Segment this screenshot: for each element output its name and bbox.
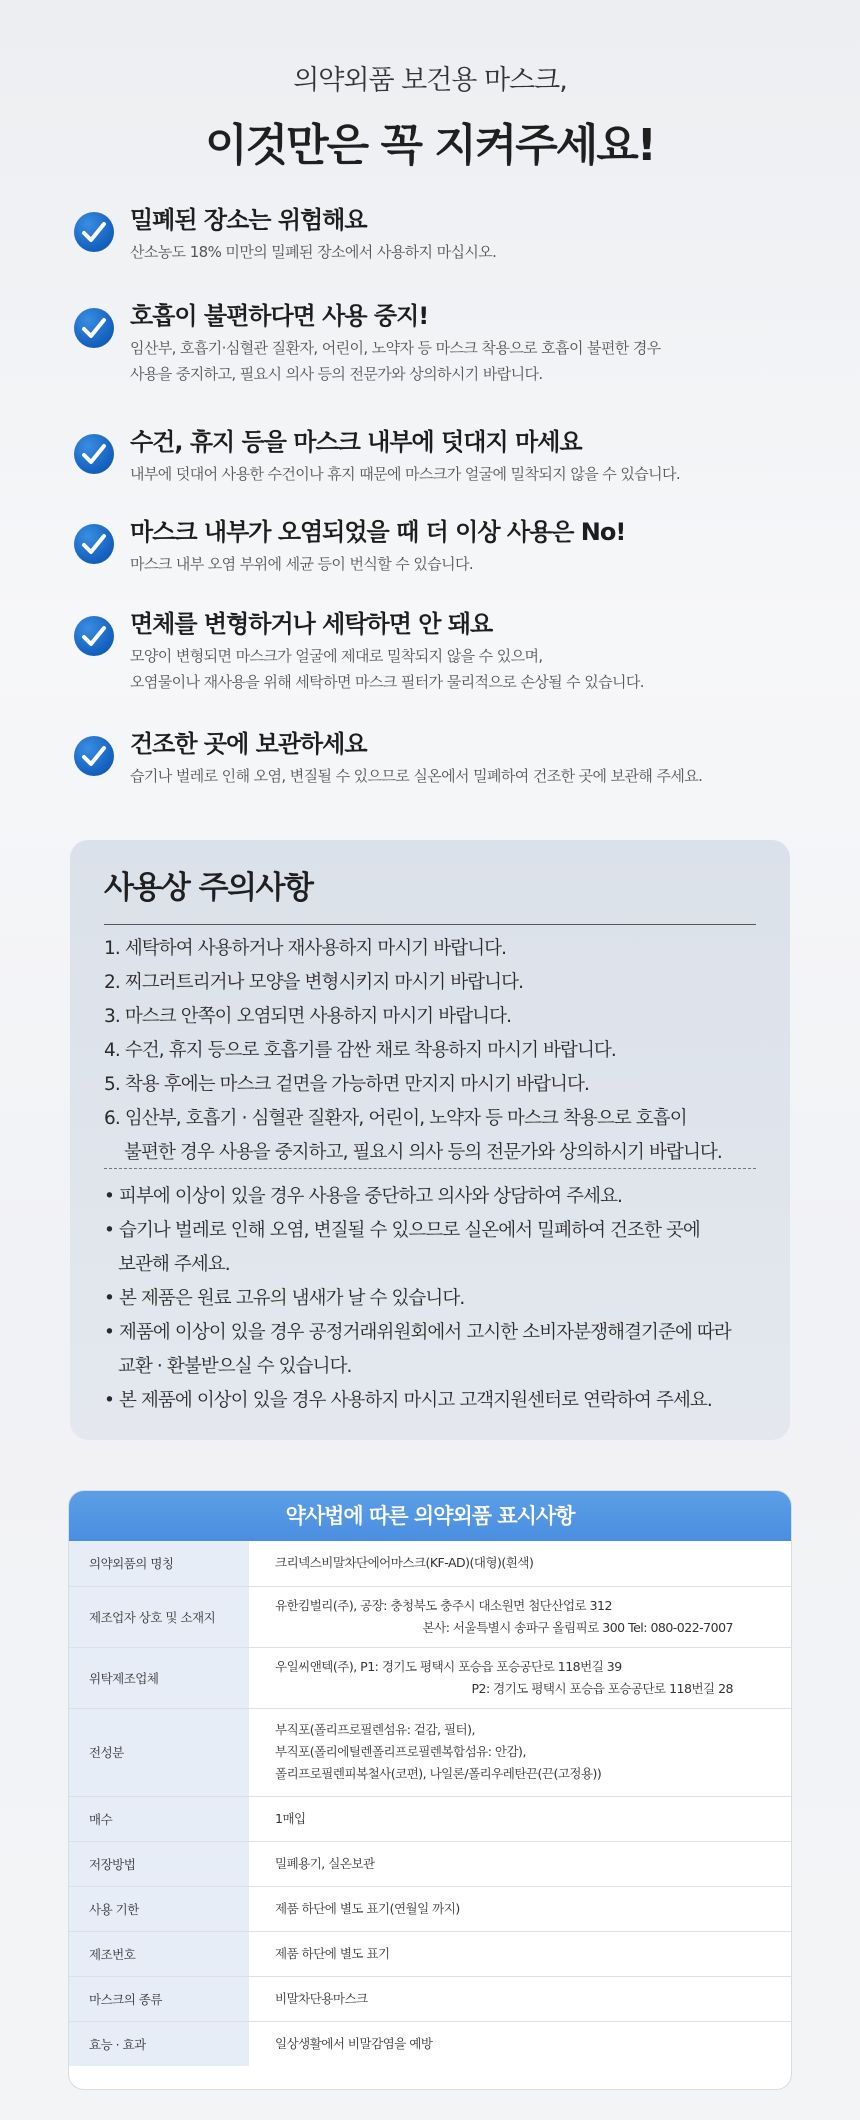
- check-circle-icon: [74, 212, 114, 252]
- row-value: 밀폐용기, 실온보관: [249, 1841, 791, 1886]
- caution-item: 3. 마스크 안쪽이 오염되면 사용하지 마시기 바랍니다.: [104, 1006, 512, 1027]
- row-value: 우일씨앤텍(주), P1: 경기도 평택시 포승읍 포승공단로 118번길 39 P2: 경기도 평택시 포승읍 포승공단로 118번길 28: [249, 1647, 791, 1708]
- info-title: 약사법에 따른 의약외품 표시사항: [69, 1491, 791, 1541]
- header-title: 이것만은 꼭 지켜주세요!: [205, 120, 655, 171]
- caution-bullet: 보관해 주세요.: [118, 1254, 230, 1275]
- warning-description: 내부에 덧대어 사용한 수건이나 휴지 때문에 마스크가 얼굴에 밀착되지 않을 수 있습니다.: [130, 465, 681, 483]
- caution-item: 5. 착용 후에는 마스크 겉면을 가능하면 만지지 마시기 바랍니다.: [104, 1074, 589, 1095]
- table-row: [69, 1541, 791, 1586]
- row-value: 부직포(폴리프로필렌섬유: 겉감, 필터), 부직포(폴리에틸렌폴리프로필렌복합섬유: 안감), 폴리프로필렌피복철사(코편), 나일론/폴리우레탄끈(끈(고정용)): [249, 1708, 791, 1796]
- table-row: [69, 1886, 791, 1931]
- row-value: 제품 하단에 별도 표기(연월일 까지): [249, 1886, 791, 1931]
- warning-description: 습기나 벌레로 인해 오염, 변질될 수 있으므로 실온에서 밀폐하여 건조한 곳에 보관해 주세요.: [130, 767, 703, 785]
- usage-caution-box: [70, 840, 790, 1440]
- warning-description: 임산부, 호흡기·심혈관 질환자, 어린이, 노약자 등 마스크 착용으로 호흡이 불편한 경우 사용을 중지하고, 필요시 의사 등의 전문가와 상의하시기 바랍니다.: [130, 339, 661, 383]
- row-label: 의약외품의 명칭: [69, 1541, 249, 1586]
- caution-numbered-list: [104, 932, 764, 1170]
- row-value: 1매입: [249, 1796, 791, 1841]
- warning-title: 건조한 곳에 보관하세요: [130, 730, 367, 758]
- warning-title: 수건, 휴지 등을 마스크 내부에 덧대지 마세요: [130, 428, 582, 456]
- warning-description: 마스크 내부 오염 부위에 세균 등이 번식할 수 있습니다.: [130, 555, 474, 573]
- caution-item: 4. 수건, 휴지 등으로 호흡기를 감싼 채로 착용하지 마시기 바랍니다.: [104, 1040, 616, 1061]
- caution-item: 2. 찌그러트리거나 모양을 변형시키지 마시기 바랍니다.: [104, 972, 524, 993]
- info-table: [69, 1541, 791, 2066]
- warning-description: 산소농도 18% 미만의 밀폐된 장소에서 사용하지 마십시오.: [130, 243, 497, 261]
- caution-bullet: • 습기나 벌레로 인해 오염, 변질될 수 있으므로 실온에서 밀폐하여 건조한 곳에: [104, 1220, 700, 1241]
- header: [0, 58, 860, 173]
- table-row: [69, 1976, 791, 2021]
- caution-title: 사용상 주의사항: [104, 870, 313, 906]
- row-label: 마스크의 종류: [69, 1976, 249, 2021]
- table-row: [69, 2021, 791, 2066]
- row-value: 일상생활에서 비말감염을 예방: [275, 2035, 433, 2051]
- row-label: 전성분: [69, 1708, 249, 1796]
- table-row: [69, 1931, 791, 1976]
- table-row: [69, 1647, 791, 1708]
- caution-bullet: • 본 제품에 이상이 있을 경우 사용하지 마시고 고객지원센터로 연락하여 주세요.: [104, 1390, 712, 1411]
- row-label: 제조업자 상호 및 소재지: [69, 1586, 249, 1647]
- caution-item: 6. 임산부, 호흡기 · 심혈관 질환자, 어린이, 노약자 등 마스크 착용으로 호흡이: [104, 1108, 687, 1129]
- check-circle-icon: [74, 524, 114, 564]
- caution-bullet-list: [104, 1180, 764, 1418]
- table-row: [69, 1586, 791, 1647]
- warning-title: 밀폐된 장소는 위험해요: [130, 206, 367, 234]
- check-circle-icon: [74, 736, 114, 776]
- caution-item: 1. 세탁하여 사용하거나 재사용하지 마시기 바랍니다.: [104, 938, 507, 959]
- warning-title: 마스크 내부가 오염되었을 때 더 이상 사용은 No!: [130, 518, 626, 546]
- warning-title: 면체를 변형하거나 세탁하면 안 돼요: [130, 610, 493, 638]
- row-label: 위탁제조업체: [69, 1647, 249, 1708]
- product-label-info-box: [68, 1490, 792, 2090]
- warning-title: 호흡이 불편하다면 사용 중지!: [130, 302, 429, 330]
- caution-bullet: • 피부에 이상이 있을 경우 사용을 중단하고 의사와 상담하여 주세요.: [104, 1186, 623, 1207]
- row-label: 제조번호: [69, 1931, 249, 1976]
- caution-item: 불편한 경우 사용을 중지하고, 필요시 의사 등의 전문가와 상의하시기 바랍니다.: [124, 1142, 722, 1163]
- header-subtitle: 의약외품 보건용 마스크,: [293, 65, 567, 96]
- warning-description: 모양이 변형되면 마스크가 얼굴에 제대로 밀착되지 않을 수 있으며, 오염물이나 재사용을 위해 세탁하면 마스크 필터가 물리적으로 손상될 수 있습니다.: [130, 647, 644, 691]
- row-label: 사용 기한: [69, 1886, 249, 1931]
- row-label: 저장방법: [69, 1841, 249, 1886]
- caution-bullet: • 제품에 이상이 있을 경우 공정거래위원회에서 고시한 소비자분쟁해결기준에 따라: [104, 1322, 731, 1343]
- caution-bullet: • 본 제품은 원료 고유의 냄새가 날 수 있습니다.: [104, 1288, 465, 1309]
- table-row: [69, 1708, 791, 1796]
- row-value: 크리넥스비말차단에어마스크(KF-AD)(대형)(흰색): [249, 1541, 791, 1586]
- row-label: 효능 · 효과: [69, 2021, 249, 2066]
- table-row: [69, 1796, 791, 1841]
- check-circle-icon: [74, 308, 114, 348]
- table-row: [69, 1841, 791, 1886]
- row-label: 매수: [69, 1796, 249, 1841]
- caution-bullet: 교환 · 환불받으실 수 있습니다.: [118, 1356, 352, 1377]
- row-value: 유한킴벌리(주), 공장: 충청북도 충주시 대소원면 첨단산업로 312 본사: 서울특별시 송파구 올림픽로 300 Tel: 080-022-7007: [249, 1586, 791, 1647]
- divider: [104, 924, 756, 925]
- row-value: 비말차단용마스크: [249, 1976, 791, 2021]
- row-value: 제품 하단에 별도 표기: [249, 1931, 791, 1976]
- dashed-divider: [104, 1168, 756, 1169]
- check-circle-icon: [74, 616, 114, 656]
- check-circle-icon: [74, 434, 114, 474]
